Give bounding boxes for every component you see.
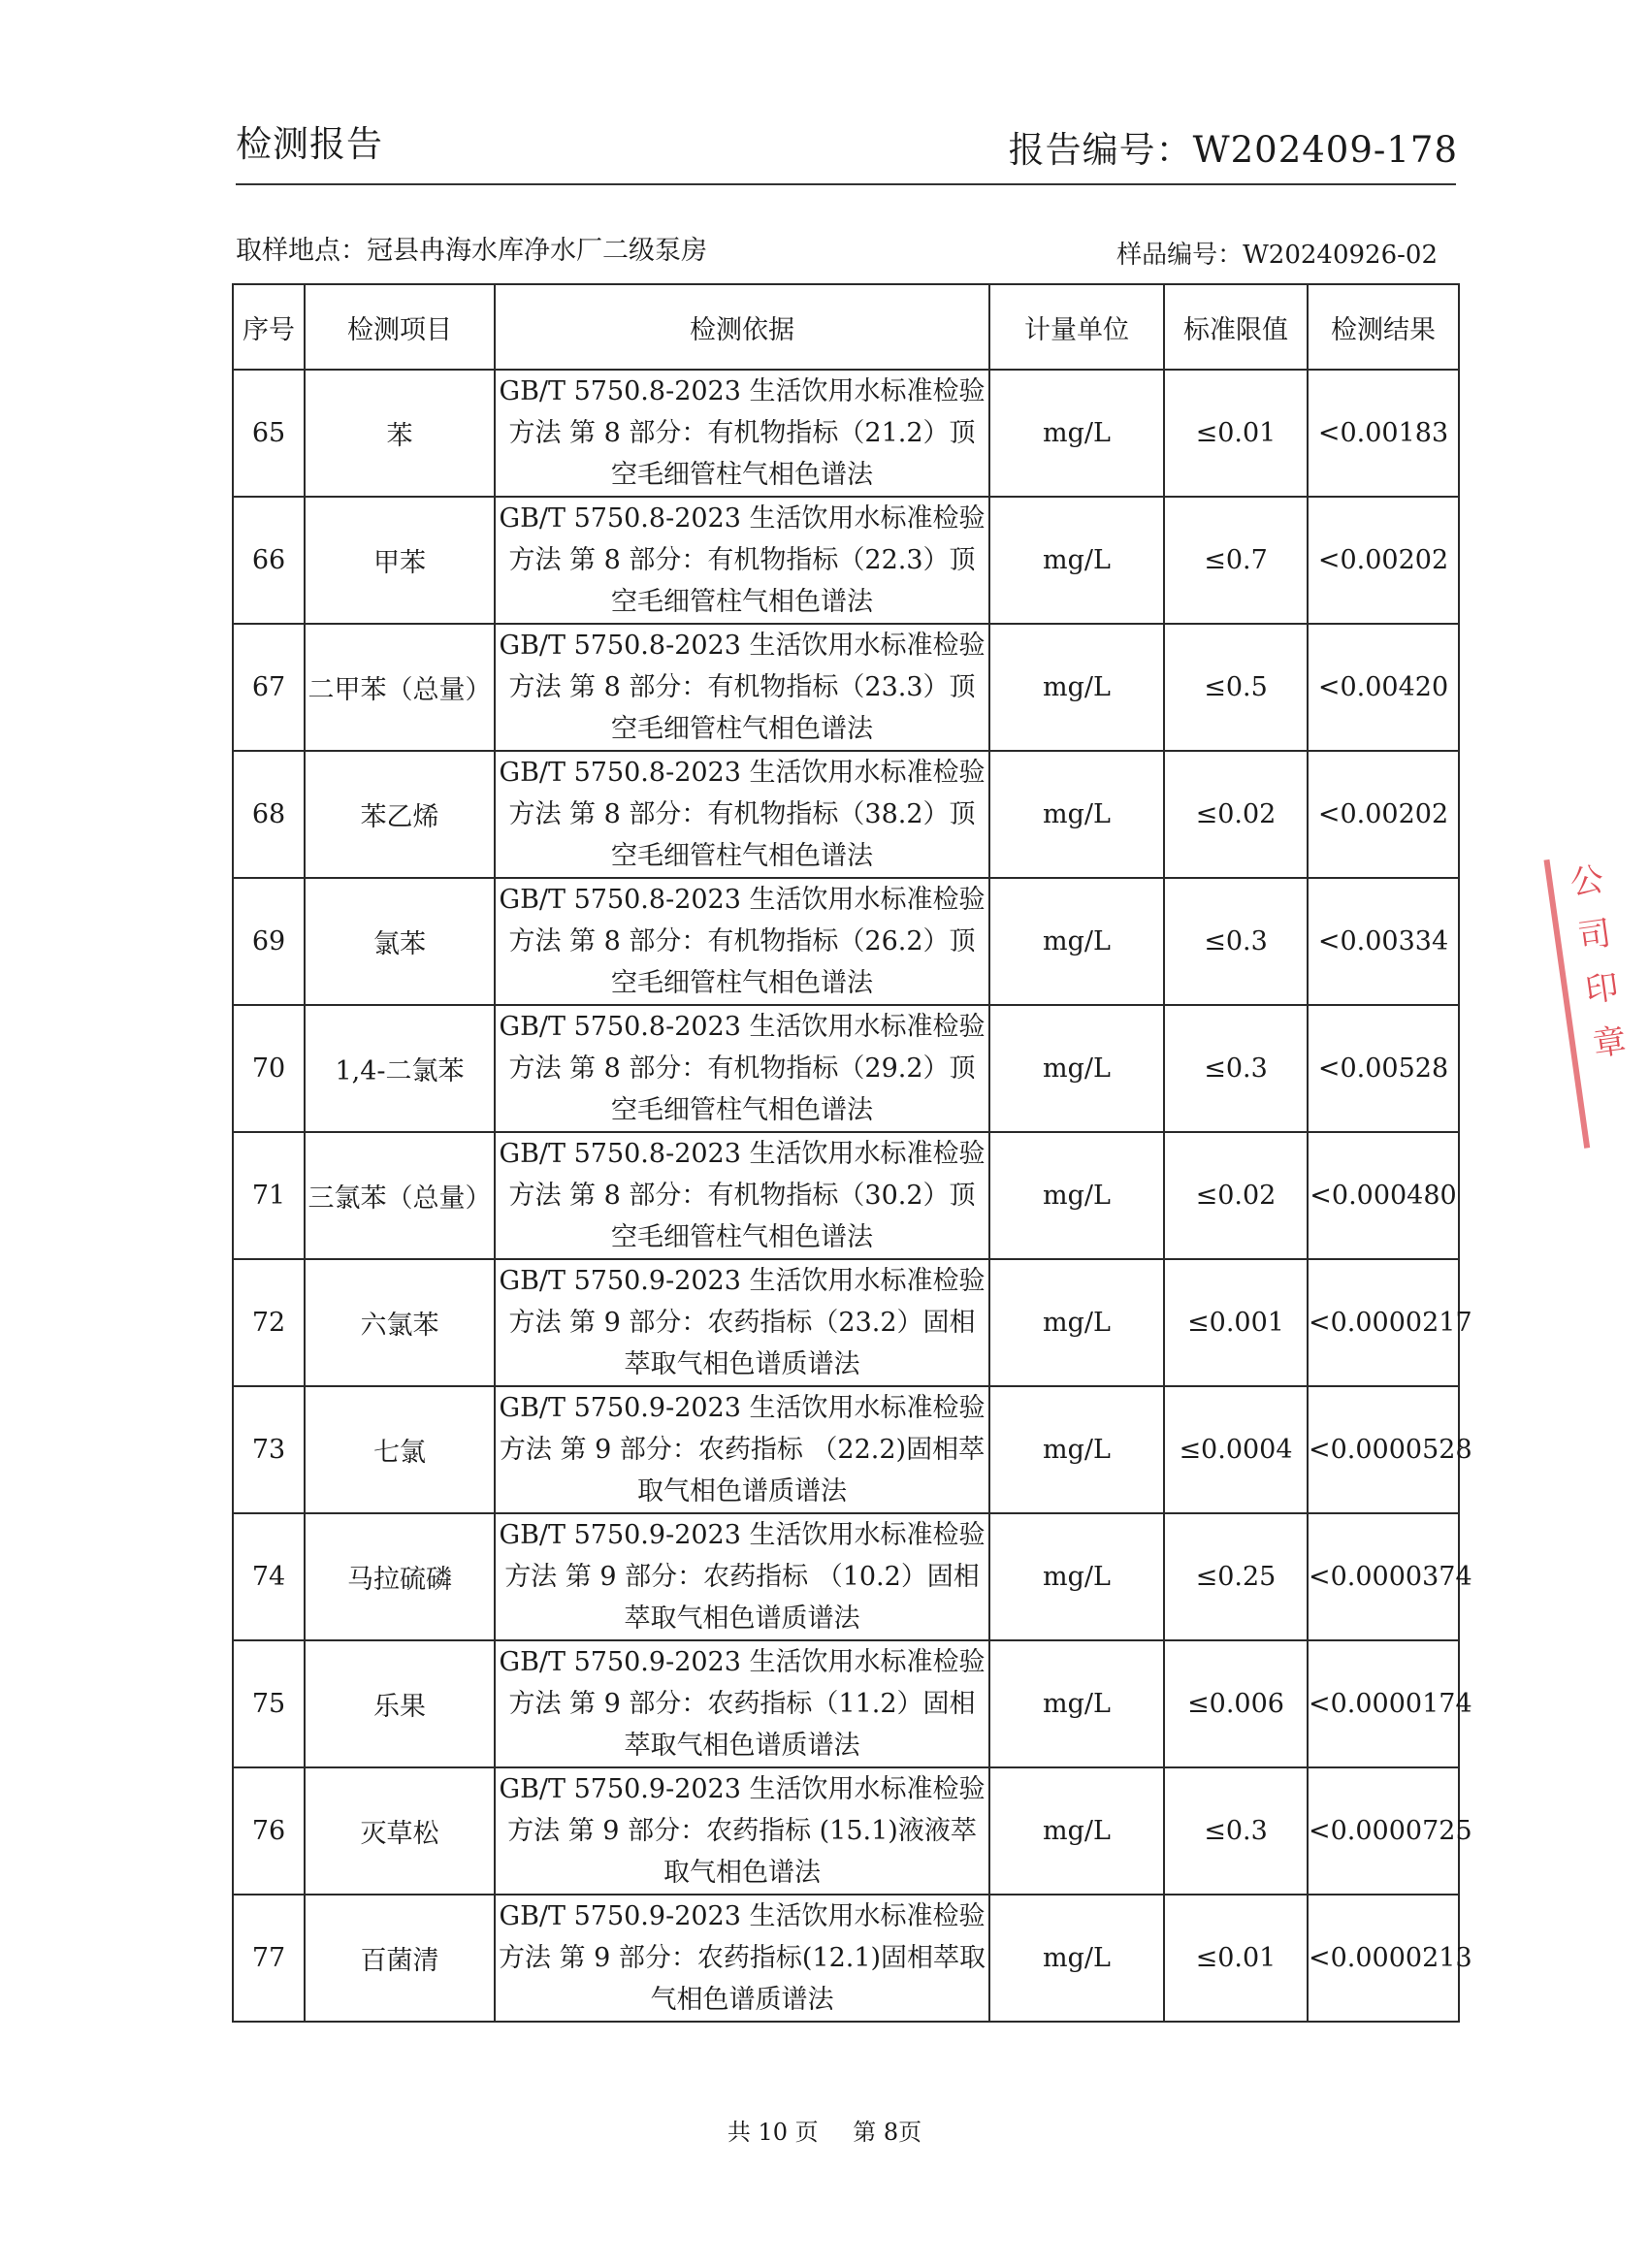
row-unit: mg/L bbox=[989, 497, 1164, 624]
row-unit: mg/L bbox=[989, 370, 1164, 497]
row-limit: ≤0.3 bbox=[1164, 878, 1308, 1005]
table-row bbox=[233, 1259, 1459, 1386]
row-basis: GB/T 5750.8-2023 生活饮用水标准检验方法 第 8 部分：有机物指标（38.2）顶空毛细管柱气相色谱法 bbox=[495, 751, 989, 878]
row-result: <0.0000725 bbox=[1308, 1767, 1459, 1895]
row-seq: 65 bbox=[233, 370, 305, 497]
row-limit: ≤0.3 bbox=[1164, 1767, 1308, 1895]
row-basis: GB/T 5750.9-2023 生活饮用水标准检验方法 第 9 部分：农药指标（23.2）固相萃取气相色谱质谱法 bbox=[495, 1259, 989, 1386]
row-unit: mg/L bbox=[989, 1132, 1164, 1259]
row-item: 乐果 bbox=[305, 1640, 495, 1767]
row-unit: mg/L bbox=[989, 1513, 1164, 1640]
row-result: <0.00528 bbox=[1308, 1005, 1459, 1132]
row-unit: mg/L bbox=[989, 1259, 1164, 1386]
row-item: 七氯 bbox=[305, 1386, 495, 1513]
row-item: 二甲苯（总量） bbox=[305, 624, 495, 751]
row-result: <0.0000217 bbox=[1308, 1259, 1459, 1386]
row-unit: mg/L bbox=[989, 1386, 1164, 1513]
company-seal-stamp bbox=[1543, 850, 1649, 1149]
row-unit: mg/L bbox=[989, 1640, 1164, 1767]
header-result: 检测结果 bbox=[1308, 284, 1459, 370]
page-footer bbox=[0, 2113, 1649, 2147]
table-row bbox=[233, 1767, 1459, 1895]
row-basis: GB/T 5750.8-2023 生活饮用水标准检验方法 第 8 部分：有机物指标（26.2）顶空毛细管柱气相色谱法 bbox=[495, 878, 989, 1005]
row-result: <0.00202 bbox=[1308, 751, 1459, 878]
row-basis: GB/T 5750.8-2023 生活饮用水标准检验方法 第 8 部分：有机物指标（29.2）顶空毛细管柱气相色谱法 bbox=[495, 1005, 989, 1132]
row-item: 苯 bbox=[305, 370, 495, 497]
row-item: 灭草松 bbox=[305, 1767, 495, 1895]
table-row bbox=[233, 1386, 1459, 1513]
results-table bbox=[232, 283, 1472, 2023]
row-basis: GB/T 5750.9-2023 生活饮用水标准检验方法 第 9 部分：农药指标 (15.1)液液萃取气相色谱法 bbox=[495, 1767, 989, 1895]
row-basis: GB/T 5750.8-2023 生活饮用水标准检验方法 第 8 部分：有机物指标（30.2）顶空毛细管柱气相色谱法 bbox=[495, 1132, 989, 1259]
row-result: <0.0000213 bbox=[1308, 1895, 1459, 2022]
row-item: 六氯苯 bbox=[305, 1259, 495, 1386]
row-basis: GB/T 5750.8-2023 生活饮用水标准检验方法 第 8 部分：有机物指标（21.2）顶空毛细管柱气相色谱法 bbox=[495, 370, 989, 497]
row-limit: ≤0.006 bbox=[1164, 1640, 1308, 1767]
row-item: 苯乙烯 bbox=[305, 751, 495, 878]
table-row bbox=[233, 1895, 1459, 2022]
header-unit: 计量单位 bbox=[989, 284, 1164, 370]
sampling-location: 取样地点：冠县冉海水库净水厂二级泵房 bbox=[236, 236, 707, 266]
row-seq: 69 bbox=[233, 878, 305, 1005]
row-seq: 72 bbox=[233, 1259, 305, 1386]
table-row bbox=[233, 370, 1459, 497]
row-result: <0.00420 bbox=[1308, 624, 1459, 751]
row-result: <0.00334 bbox=[1308, 878, 1459, 1005]
report-number: 报告编号：W202409-178 bbox=[1008, 129, 1458, 171]
report-title: 检测报告 bbox=[236, 123, 383, 165]
row-item: 三氯苯（总量） bbox=[305, 1132, 495, 1259]
table-row bbox=[233, 1640, 1459, 1767]
current-page: 第 8页 bbox=[853, 2119, 922, 2146]
table-row bbox=[233, 497, 1459, 624]
table-row bbox=[233, 1513, 1459, 1640]
row-limit: ≤0.01 bbox=[1164, 1895, 1308, 2022]
header-item: 检测项目 bbox=[305, 284, 495, 370]
total-pages: 共 10 页 bbox=[727, 2119, 819, 2146]
row-seq: 70 bbox=[233, 1005, 305, 1132]
row-seq: 67 bbox=[233, 624, 305, 751]
table-header-row bbox=[233, 284, 1459, 370]
row-seq: 75 bbox=[233, 1640, 305, 1767]
table-row bbox=[233, 1005, 1459, 1132]
row-limit: ≤0.02 bbox=[1164, 1132, 1308, 1259]
row-result: <0.0000374 bbox=[1308, 1513, 1459, 1640]
header-basis: 检测依据 bbox=[495, 284, 989, 370]
row-seq: 77 bbox=[233, 1895, 305, 2022]
row-item: 1,4-二氯苯 bbox=[305, 1005, 495, 1132]
header-divider bbox=[236, 183, 1456, 185]
row-limit: ≤0.3 bbox=[1164, 1005, 1308, 1132]
row-limit: ≤0.0004 bbox=[1164, 1386, 1308, 1513]
row-seq: 71 bbox=[233, 1132, 305, 1259]
row-item: 氯苯 bbox=[305, 878, 495, 1005]
row-result: <0.00183 bbox=[1308, 370, 1459, 497]
row-limit: ≤0.02 bbox=[1164, 751, 1308, 878]
row-limit: ≤0.7 bbox=[1164, 497, 1308, 624]
header-limit: 标准限值 bbox=[1164, 284, 1308, 370]
row-result: <0.00202 bbox=[1308, 497, 1459, 624]
seal-mark: 公 司 印 章 bbox=[1568, 859, 1629, 1065]
row-unit: mg/L bbox=[989, 751, 1164, 878]
row-basis: GB/T 5750.8-2023 生活饮用水标准检验方法 第 8 部分：有机物指标（22.3）顶空毛细管柱气相色谱法 bbox=[495, 497, 989, 624]
row-unit: mg/L bbox=[989, 1005, 1164, 1132]
row-limit: ≤0.001 bbox=[1164, 1259, 1308, 1386]
row-limit: ≤0.25 bbox=[1164, 1513, 1308, 1640]
row-basis: GB/T 5750.9-2023 生活饮用水标准检验方法 第 9 部分：农药指标(12.1)固相萃取气相色谱质谱法 bbox=[495, 1895, 989, 2022]
row-seq: 73 bbox=[233, 1386, 305, 1513]
row-item: 甲苯 bbox=[305, 497, 495, 624]
row-basis: GB/T 5750.9-2023 生活饮用水标准检验方法 第 9 部分：农药指标（11.2）固相萃取气相色谱质谱法 bbox=[495, 1640, 989, 1767]
table-row bbox=[233, 1132, 1459, 1259]
row-result: <0.0000528 bbox=[1308, 1386, 1459, 1513]
row-unit: mg/L bbox=[989, 878, 1164, 1005]
row-basis: GB/T 5750.9-2023 生活饮用水标准检验方法 第 9 部分：农药指标 （22.2)固相萃取气相色谱质谱法 bbox=[495, 1386, 989, 1513]
row-result: <0.0000174 bbox=[1308, 1640, 1459, 1767]
row-seq: 68 bbox=[233, 751, 305, 878]
row-basis: GB/T 5750.8-2023 生活饮用水标准检验方法 第 8 部分：有机物指标（23.3）顶空毛细管柱气相色谱法 bbox=[495, 624, 989, 751]
row-unit: mg/L bbox=[989, 1767, 1164, 1895]
row-seq: 66 bbox=[233, 497, 305, 624]
header-seq: 序号 bbox=[233, 284, 305, 370]
row-unit: mg/L bbox=[989, 1895, 1164, 2022]
row-basis: GB/T 5750.9-2023 生活饮用水标准检验方法 第 9 部分：农药指标 （10.2）固相萃取气相色谱质谱法 bbox=[495, 1513, 989, 1640]
row-item: 马拉硫磷 bbox=[305, 1513, 495, 1640]
table-row bbox=[233, 624, 1459, 751]
table-row bbox=[233, 751, 1459, 878]
row-unit: mg/L bbox=[989, 624, 1164, 751]
row-item: 百菌清 bbox=[305, 1895, 495, 2022]
row-limit: ≤0.5 bbox=[1164, 624, 1308, 751]
sample-number: 样品编号：W20240926-02 bbox=[1116, 241, 1438, 270]
table-row bbox=[233, 878, 1459, 1005]
row-seq: 76 bbox=[233, 1767, 305, 1895]
row-limit: ≤0.01 bbox=[1164, 370, 1308, 497]
row-result: <0.000480 bbox=[1308, 1132, 1459, 1259]
row-seq: 74 bbox=[233, 1513, 305, 1640]
